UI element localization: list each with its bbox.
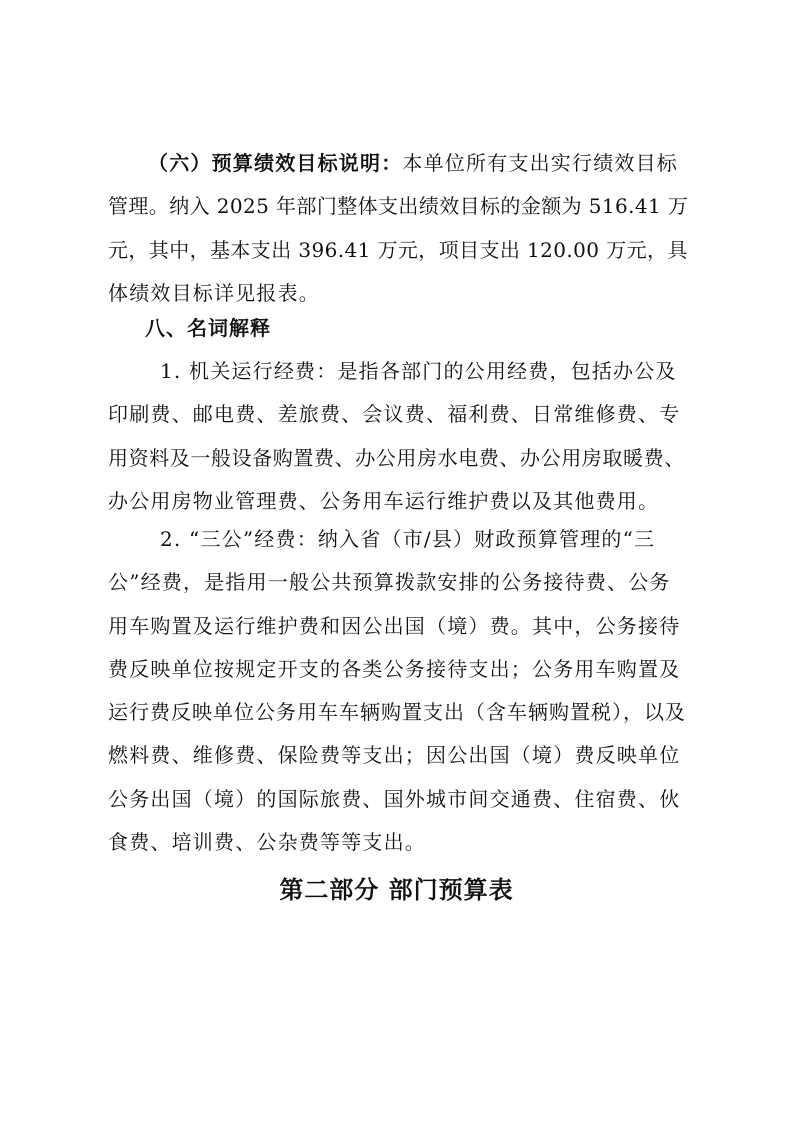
term2-line-8: 食费、培训费、公杂费等等支出。	[108, 830, 426, 855]
section6-line-2: 管理。纳入 2025 年部门整体支出绩效目标的金额为 516.41 万	[108, 194, 689, 219]
section6-label: （六）预算绩效目标说明：	[148, 151, 403, 175]
part2-title: 第二部分 部门预算表	[279, 876, 514, 904]
section6-line-1	[108, 142, 688, 185]
term1-line-1: 1. 机关运行经费：是指各部门的公用经费，包括办公及	[160, 359, 677, 383]
term2-line-6: 燃料费、维修费、保险费等支出；因公出国（境）费反映单位	[108, 743, 681, 768]
term2-line-2: 公”经费，是指用一般公共预算拨款安排的公务接待费、公务	[108, 570, 671, 595]
section8-heading: 八、名词解释	[145, 316, 271, 340]
term2-paragraph	[108, 518, 688, 864]
term1-line-4: 办公用房物业管理费、公务用车运行维护费以及其他费用。	[108, 488, 660, 513]
term2-line-4: 费反映单位按规定开支的各类公务接待支出；公务用车购置及	[108, 656, 681, 681]
section6-text-0: 本单位所有支出实行绩效目标	[402, 151, 679, 175]
term2-line-1: 2. “三公”经费：纳入省（市/县）财政预算管理的“三	[160, 527, 656, 551]
term2-line-3: 用车购置及运行维护费和因公出国（境）费。其中，公务接待	[108, 613, 681, 638]
section6-line-3: 元，其中，基本支出 396.41 万元，项目支出 120.00 万元，具	[108, 237, 688, 262]
term2-line-7: 公务出国（境）的国际旅费、国外城市间交通费、住宿费、伙	[108, 786, 681, 811]
term1-line-2: 印刷费、邮电费、差旅费、会议费、福利费、日常维修费、专	[108, 402, 681, 427]
term2-line-5: 运行费反映单位公务用车车辆购置支出（含车辆购置税），以及	[108, 700, 686, 725]
term1-paragraph	[108, 350, 688, 523]
section6-line-4: 体绩效目标详见报表。	[108, 280, 320, 305]
section6-paragraph	[108, 142, 688, 315]
term1-line-3: 用资料及一般设备购置费、办公用房水电费、办公用房取暖费、	[108, 445, 685, 470]
